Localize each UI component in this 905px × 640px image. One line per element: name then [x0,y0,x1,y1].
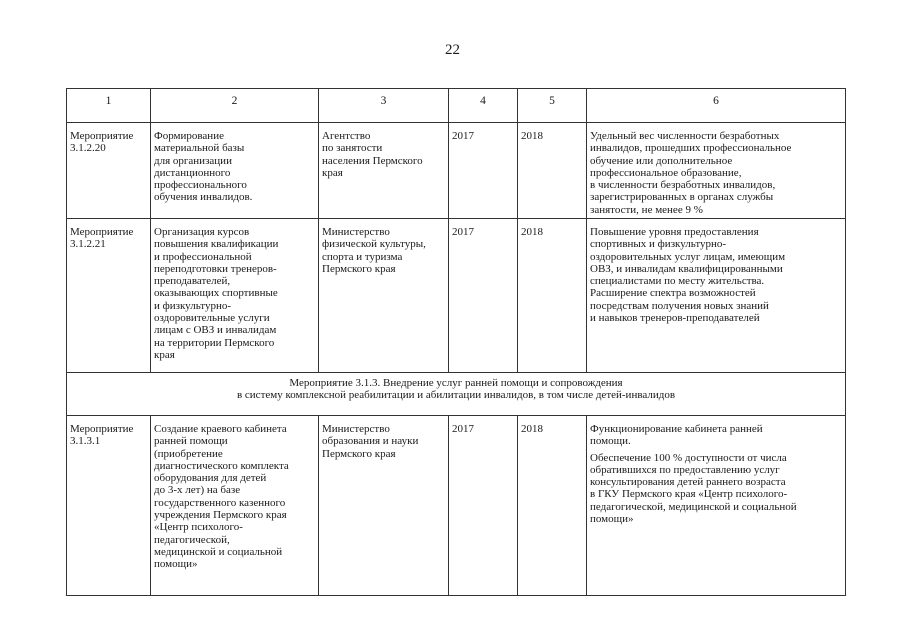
text-line: в численности безработных инвалидов, [590,179,776,192]
text-line: профессионального [154,179,247,192]
text-line: педагогической, [154,533,230,546]
text-line: оздоровительные услуги [154,312,270,325]
text-line: помощи» [590,513,634,526]
text-line: переподготовки тренеров- [154,262,277,275]
text-line: и физкультурно- [154,299,231,312]
text-line: ОВЗ, и инвалидам квалифицированными [590,262,783,275]
table-row [67,219,846,373]
text-line: инвалидов, прошедших профессиональное [590,142,792,155]
executor-cell [319,219,449,373]
text-line: Пермского края [322,447,396,460]
text-line: повышения квалификации [154,238,279,251]
end-year-cell: 2018 [518,416,587,596]
text-line: Повышение уровня предоставления [590,226,759,238]
text-line: Обеспечение 100 % доступности от числа [590,451,787,464]
table-row [67,123,846,219]
text-line: обучения инвалидов. [154,191,253,204]
text-line: Удельный вес численности безработных [590,130,780,142]
text-line: оздоровительных услуг лицам, имеющим [590,250,786,263]
text-line: ранней помощи [154,435,228,448]
result-text-part-2 [590,452,842,526]
text-line: лицам с ОВЗ и инвалидам [154,324,277,337]
text-line: Создание краевого кабинета [154,423,287,435]
text-line: педагогической, медицинской и социальной [590,500,797,513]
measures-table [66,88,846,596]
text-line: 3.1.3.1 [70,435,101,448]
header-cell: 3 [319,89,449,123]
result-cell [587,219,846,373]
text-line: Формирование [154,130,224,142]
text-line: 3.1.2.20 [70,142,106,155]
text-line: помощи. [590,435,631,448]
start-year-cell: 2017 [449,123,518,219]
text-line: Мероприятие [70,226,134,238]
end-year-cell: 2018 [518,219,587,373]
text-line: населения Пермского [322,154,423,167]
text-line: обучение или дополнительное [590,154,733,167]
section-title [67,373,846,416]
section-row [67,373,846,416]
measure-code-cell [67,219,151,373]
text-line: по занятости [322,142,383,155]
text-line: спортивных и физкультурно- [590,238,727,251]
result-cell [587,123,846,219]
text-line: оказывающих спортивные [154,287,278,300]
text-line: и навыков тренеров-преподавателей [590,312,760,325]
text-line: материальной базы [154,142,245,155]
header-cell: 1 [67,89,151,123]
result-cell [587,416,846,596]
text-line: Расширение спектра возможностей [590,287,756,300]
text-line: края [322,166,343,179]
header-cell: 2 [151,89,319,123]
text-line: Агентство [322,130,371,142]
text-line: государственного казенного [154,496,286,509]
text-line: в систему комплексной реабилитации и абилитации инвалидов, в том числе детей-инвалидов [236,389,676,402]
end-year-cell: 2018 [518,123,587,219]
measure-name-cell [151,416,319,596]
text-line: на территории Пермского [154,336,275,349]
start-year-cell: 2017 [449,219,518,373]
text-line: края [154,348,175,361]
text-line: Пермского края [322,262,396,275]
text-line: посредствам получения новых знаний [590,299,769,312]
text-line: учреждения Пермского края [154,509,287,522]
text-line: «Центр психолого- [154,521,243,534]
text-line: спорта и туризма [322,250,403,263]
measure-name-cell [151,219,319,373]
table-row [67,416,846,596]
executor-cell [319,123,449,219]
text-line: для организации [154,154,232,167]
text-line: (приобретение [154,447,223,460]
text-line: образования и науки [322,435,419,448]
text-line: физической культуры, [322,238,426,251]
header-cell: 6 [587,89,846,123]
text-line: 3.1.2.21 [70,238,106,251]
table-header-row [67,89,846,123]
text-line: занятости, не менее 9 % [590,203,703,216]
result-text-part-1 [590,423,842,448]
executor-cell [319,416,449,596]
text-line: Мероприятие [70,423,134,435]
text-line: специалистами по месту жительства. [590,275,765,288]
text-line: преподавателей, [154,275,231,288]
text-line: зарегистрированных в органах службы [590,191,774,204]
measure-code-cell [67,123,151,219]
measure-code-cell [67,416,151,596]
text-line: медицинской и социальной [154,545,283,558]
text-line: оборудования для детей [154,472,267,485]
text-line: дистанционного [154,166,231,179]
text-line: Мероприятие [70,130,134,142]
measure-name-cell [151,123,319,219]
text-line: Мероприятие 3.1.3. Внедрение услуг ранней помощи и сопровождения [289,377,623,389]
header-cell: 5 [518,89,587,123]
text-line: Функционирование кабинета ранней [590,423,763,435]
text-line: до 3-х лет) на базе [154,484,241,497]
text-line: и профессиональной [154,250,252,263]
text-line: Министерство [322,423,390,435]
start-year-cell: 2017 [449,416,518,596]
text-line: в ГКУ Пермского края «Центр психолого- [590,488,788,501]
header-cell: 4 [449,89,518,123]
page-number: 22 [445,42,460,58]
text-line: консультирования детей раннего возраста [590,476,786,489]
text-line: обратившихся по предоставлению услуг [590,463,780,476]
text-line: профессиональное образование, [590,166,742,179]
text-line: диагностического комплекта [154,459,289,472]
text-line: Министерство [322,226,390,238]
text-line: Организация курсов [154,226,250,238]
text-line: помощи» [154,558,198,571]
